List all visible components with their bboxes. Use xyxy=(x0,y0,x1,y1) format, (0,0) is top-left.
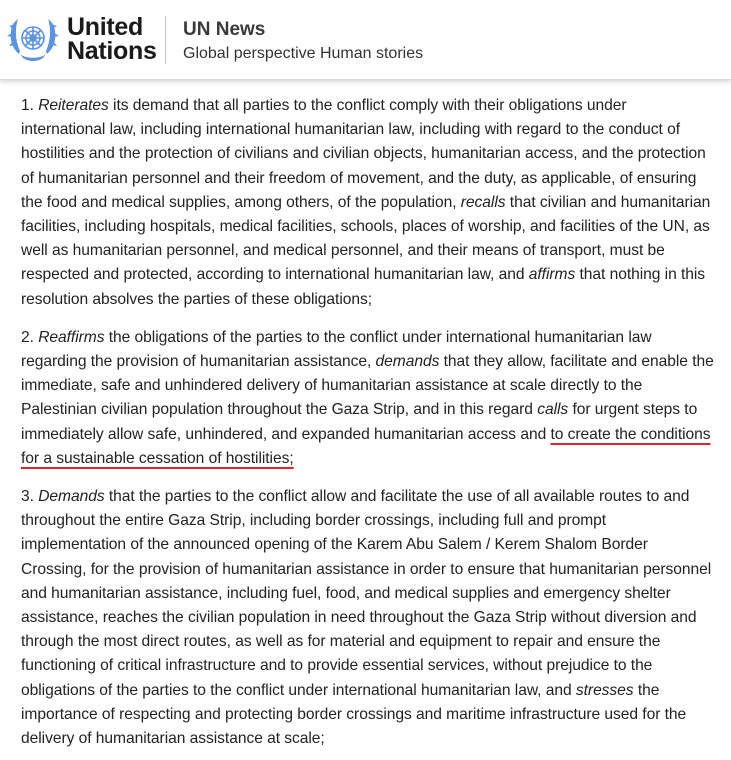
emphasis-verb: Reiterates xyxy=(38,97,109,114)
emphasis-verb: Reaffirms xyxy=(38,328,105,346)
resolution-paragraph-1 xyxy=(21,94,715,312)
text-run: the importance of respecting and protecting border crossings and maritime infrastructure used for the delivery of humanitarian assistance at scale; xyxy=(21,681,687,748)
resolution-paragraph-2 xyxy=(21,326,715,471)
emphasis-verb: stresses xyxy=(575,681,634,699)
header-divider xyxy=(165,16,166,64)
text-run: 2. xyxy=(21,328,39,346)
text-run: that the parties to the conflict allow and facilitate the use of all available routes to and throughout the entire Gaza Strip, including border crossings, including full and prompt implementation of the announced opening of the Karem Abu Salem / Kerem Shalom Border Crossing, for the provision of humanitarian assistance in order to ensure that humanitarian personnel and humanitarian assistance, including fuel, food, and medical supplies and emergency shelter assistance, reaches the civilian population in need throughout the Gaza Strip without diversion and through the most direct routes, as well as for material and equipment to repair and ensure the functioning of critical infrastructure and to provide essential services, without prejudice to the obligations of the parties to the conflict under international humanitarian law, and xyxy=(21,488,712,699)
text-run: its demand that all parties to the conflict comply with their obligations under international law, including international humanitarian law, including with regard to the conduct of hostilities and the protection of civilians and civilian objects, humanitarian access, and the protection of humanitarian personnel and their freedom of movement, and the duty, as applicable, of ensuring the food and medical supplies, among others, of the population, xyxy=(21,97,706,211)
emphasis-verb: calls xyxy=(537,401,569,419)
un-news-title[interactable]: UN News xyxy=(183,19,266,40)
logo-line-united: United xyxy=(67,13,143,41)
text-run: 1. xyxy=(21,97,39,114)
site-tagline: Global perspective Human stories xyxy=(183,45,424,62)
emphasis-verb: recalls xyxy=(460,193,506,211)
emphasis-verb: demands xyxy=(375,353,440,371)
logo-line-nations: Nations xyxy=(67,37,157,65)
underlined-highlight: to create the conditions for a sustainable cessation of hostilities; xyxy=(21,425,711,467)
site-header xyxy=(0,0,731,80)
text-run: that they allow, facilitate and enable the immediate, safe and unhindered delivery of humanitarian assistance at scale directly to the Palestinian civilian population throughout the Gaza Strip, and in this regard xyxy=(21,353,714,419)
text-run: the obligations of the parties to the conflict under international humanitarian law regarding the provision of humanitarian assistance, xyxy=(21,328,652,371)
article-body xyxy=(0,80,731,751)
emphasis-verb: Demands xyxy=(38,488,105,506)
emphasis-verb: affirms xyxy=(528,266,576,284)
text-run: for urgent steps to immediately allow safe, unhindered, and expanded humanitarian access and xyxy=(21,401,698,443)
text-run: that civilian and humanitarian facilities, including hospitals, medical facilities, schools, places of worship, and facilities of the UN, as well as humanitarian personnel, and medical personnel, and their means of transport, must be respected and protected, according to international humanitarian law, and xyxy=(21,193,711,284)
un-logo-wordmark[interactable] xyxy=(67,15,157,63)
un-emblem-icon[interactable] xyxy=(5,14,61,66)
resolution-paragraph-3 xyxy=(21,485,715,751)
text-run: that nothing in this resolution absolves the parties of these obligations; xyxy=(21,266,706,308)
text-run: 3. xyxy=(21,488,39,506)
